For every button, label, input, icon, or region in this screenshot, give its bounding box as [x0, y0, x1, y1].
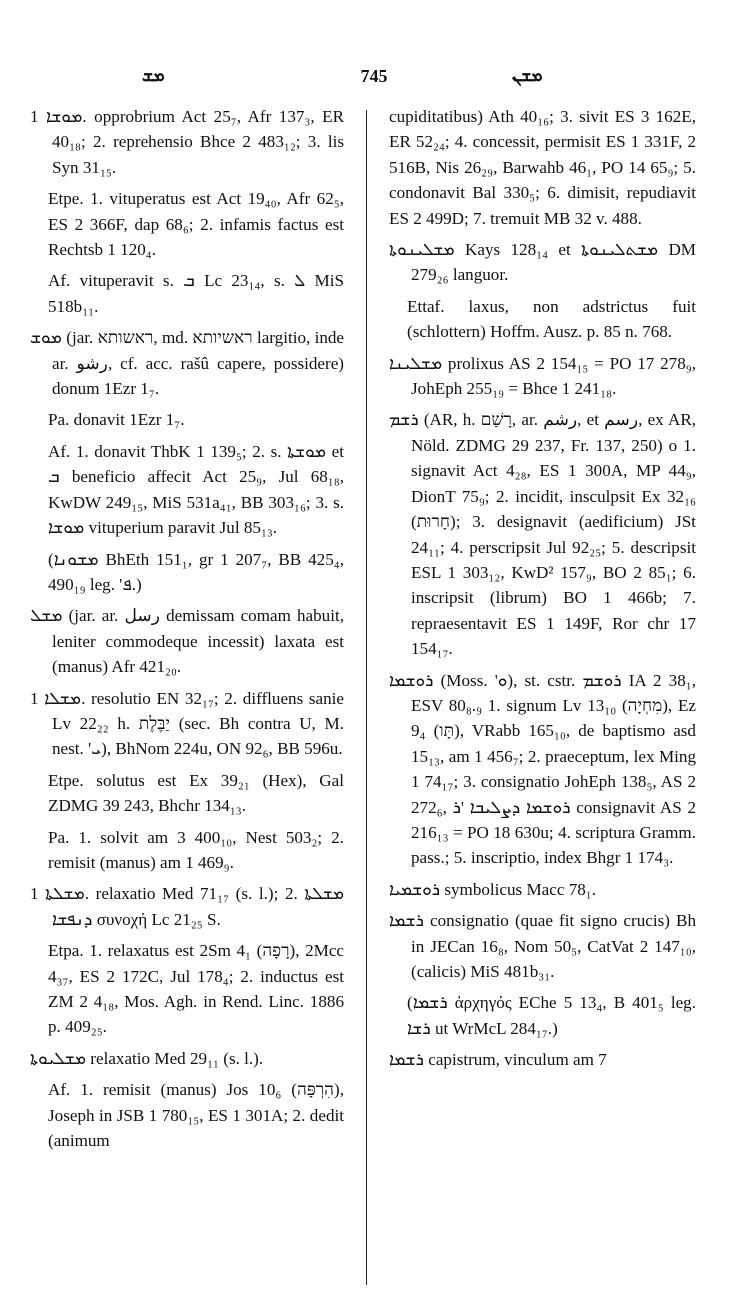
dictionary-entry: ܪܫܡܐ capistrum, vinculum am 7: [389, 1050, 607, 1070]
dictionary-entry: ܡܘܫ (jar. ראשותא, md. ראשיותא largitio, inde ar. رشو, cf. acc. rašû capere, possidere) donum 1Ezr 1₇.: [30, 328, 344, 399]
dictionary-entry: ܪܘܫܡܐ (Moss. 'ܘ), st. cstr. ܪܘܫܡ IA 2 38₁, ESV 80₈.₉ 1. signum Lv 13₁₀ (מִחְיָה), Ez 9₄ (תָּו), VRabb 165₁₀, de baptismo asd 15₁₃, am 1 456₇; 2. praeceptum, lex Ming 1 74₁₇; 3. consignatio JohEph 138₅, AS 2 272₆, ܪܘܫܡܐ ܕܨܠܝܒܐ 'ܪ consignavit AS 2 216₁₃ = PO 18 630u; 4. scriptura Gramm. pass.; 5. inscriptio, index Bhgr 1 174₃.: [389, 670, 696, 868]
column-divider: [366, 110, 367, 1285]
dictionary-entry: Af. 1. remisit (manus) Jos 10₆ (הִרְפָּה), Joseph in JSB 1 780₁₅, ES 1 301A; 2. dedit (animum: [48, 1080, 344, 1151]
right-column: [389, 104, 696, 1079]
running-head-right: ܡܫܢ: [512, 66, 543, 85]
dictionary-entry: ܡܫܠܝܢܘܬܐ Kays 128₁₄ et ܡܫܬܠܝܢܘܬܐ DM 279₂₆ languor.: [389, 240, 696, 285]
dictionary-entry: (ܪܫܡܐ ἀρχηγός EChe 5 13₄, B 401₅ leg. ܪܫܐ ut WrMcL 284₁₇.): [407, 993, 696, 1038]
dictionary-entry: ܡܫܠܝܘܬܐ relaxatio Med 29₁₁ (s. l.).: [30, 1048, 264, 1068]
dictionary-entry: Af. 1. donavit ThbK 1 139₅; 2. s. ܡܘܫܬܐ et ܒ beneficio affecit Act 25₉, Jul 68₁₈, KwDW 249₁₅, MiS 531a₄₁, BB 303₁₆; 3. s. ܡܘܫܐ vituperium paravit Jul 85₁₃.: [48, 441, 344, 538]
dictionary-entry: ܪܫܡ (AR, h. רָשַׁם, ar. رشم, et رسم, ex AR, Nöld. ZDMG 29 237, Fr. 137, 250) o 1. signavit Act 4₂₈, ES 1 300A, MP 44₉, DionT 75₉; 2. incidit, insculpsit Ex 32₁₆ (חָרוּת); 3. designavit (aedificium) JSt 24₁₁; 4. perscripsit Jul 92₂₅; 5. descripsit ESL 1 303₁₂, KwD² 157₉, BO 2 85₁; 6. inscripsit (librum) BO 1 466b; 7. repraesentavit ES 1 149F, Ror chr 17 154₁₇.: [389, 410, 696, 659]
dictionary-entry: Pa. donavit 1Ezr 1₇.: [48, 410, 185, 430]
dictionary-entry: cupiditatibus) Ath 40₁₆; 3. sivit ES 3 162E, ER 52₂₄; 4. concessit, permisit ES 1 331F, 2 516B, Nis 26₂₉, Barwahb 46₁, PO 14 65₉; 5. condonavit Bal 330₅; 6. dimisit, repudiavit ES 2 499D; 7. tremuit MB 32 v. 488.: [389, 107, 696, 228]
dictionary-entry: ܪܫܡܐ consignatio (quae fit signo crucis) Bh in JECan 16₈, Nom 50₅, CatVat 2 147₁₀, (calicis) MiS 481b₃₁.: [389, 911, 696, 981]
dictionary-entry: ܡܫܠ (jar. ar. رسل demissam comam habuit, leniter commodeque incessit) laxata est (manus) Afr 421₂₀.: [30, 606, 344, 677]
dictionary-entry: ܡܫܠܬܐ 1. relaxatio Med 71₁₇ (s. l.); 2. ܡܫܠܬܐ ܕܢܦܫܐ συνοχή Lc 21₂₅ S.: [30, 884, 344, 929]
dictionary-entry: Etpe. solutus est Ex 39₂₁ (Hex), Gal ZDMG 39 243, Bhchr 134₁₃.: [48, 770, 344, 816]
dictionary-entry: Ettaf. laxus, non adstrictus fuit (schlottern) Hoffm. Ausz. p. 85 n. 768.: [407, 296, 696, 342]
dictionary-entry: Af. vituperavit s. ܒ Lc 23₁₄, s. ܠ MiS 518b₁₁.: [48, 271, 344, 316]
dictionary-entry: Pa. 1. solvit am 3 400₁₀, Nest 503₂; 2. remisit (manus) am 1 469₉.: [48, 827, 344, 872]
dictionary-entry: ܪܘܫܡܝܐ symbolicus Macc 78₁.: [389, 879, 597, 899]
page-number: 745: [360, 66, 388, 86]
left-column: [30, 104, 344, 1159]
dictionary-entry: ܡܫܠܝܢܐ prolixus AS 2 154₁₅ = PO 17 278₉, JohEph 255₁₉ = Bhce 1 241₁₈.: [389, 353, 696, 399]
dictionary-entry: Etpe. 1. vituperatus est Act 19₄₀, Afr 62₅, ES 2 366F, dap 68₆; 2. infamis factus est Rechtsb 1 120₄.: [48, 189, 344, 260]
dictionary-entry: ܡܫܠܐ 1. resolutio EN 32₁₇; 2. diffluens sanie Lv 22₂₂ h. יַבֶּלֶת (sec. Bh contra U, M. nest. 'ܝ), BhNom 224u, ON 92₆, BB 596u.: [30, 688, 344, 759]
dictionary-entry: (ܡܫܘܢܐ BhEth 151₁, gr 1 207₇, BB 425₄, 490₁₉ leg. 'ܦ.): [48, 549, 344, 594]
dictionary-entry: ܡܘܫܐ 1. opprobrium Act 25₇, Afr 137₃, ER 40₁₈; 2. reprehensio Bhce 2 483₁₂; 3. lis Syn 31₁₅.: [30, 107, 344, 177]
running-head-left: ܡܫ: [142, 66, 165, 85]
dictionary-entry: Etpa. 1. relaxatus est 2Sm 4₁ (רָפָה), 2Mcc 4₃₇, ES 2 172C, Jul 178₄; 2. inductus est ZM 2 4₁₈, Mos. Agh. in Rend. Linc. 1886 p. 409₂₅.: [48, 941, 344, 1037]
